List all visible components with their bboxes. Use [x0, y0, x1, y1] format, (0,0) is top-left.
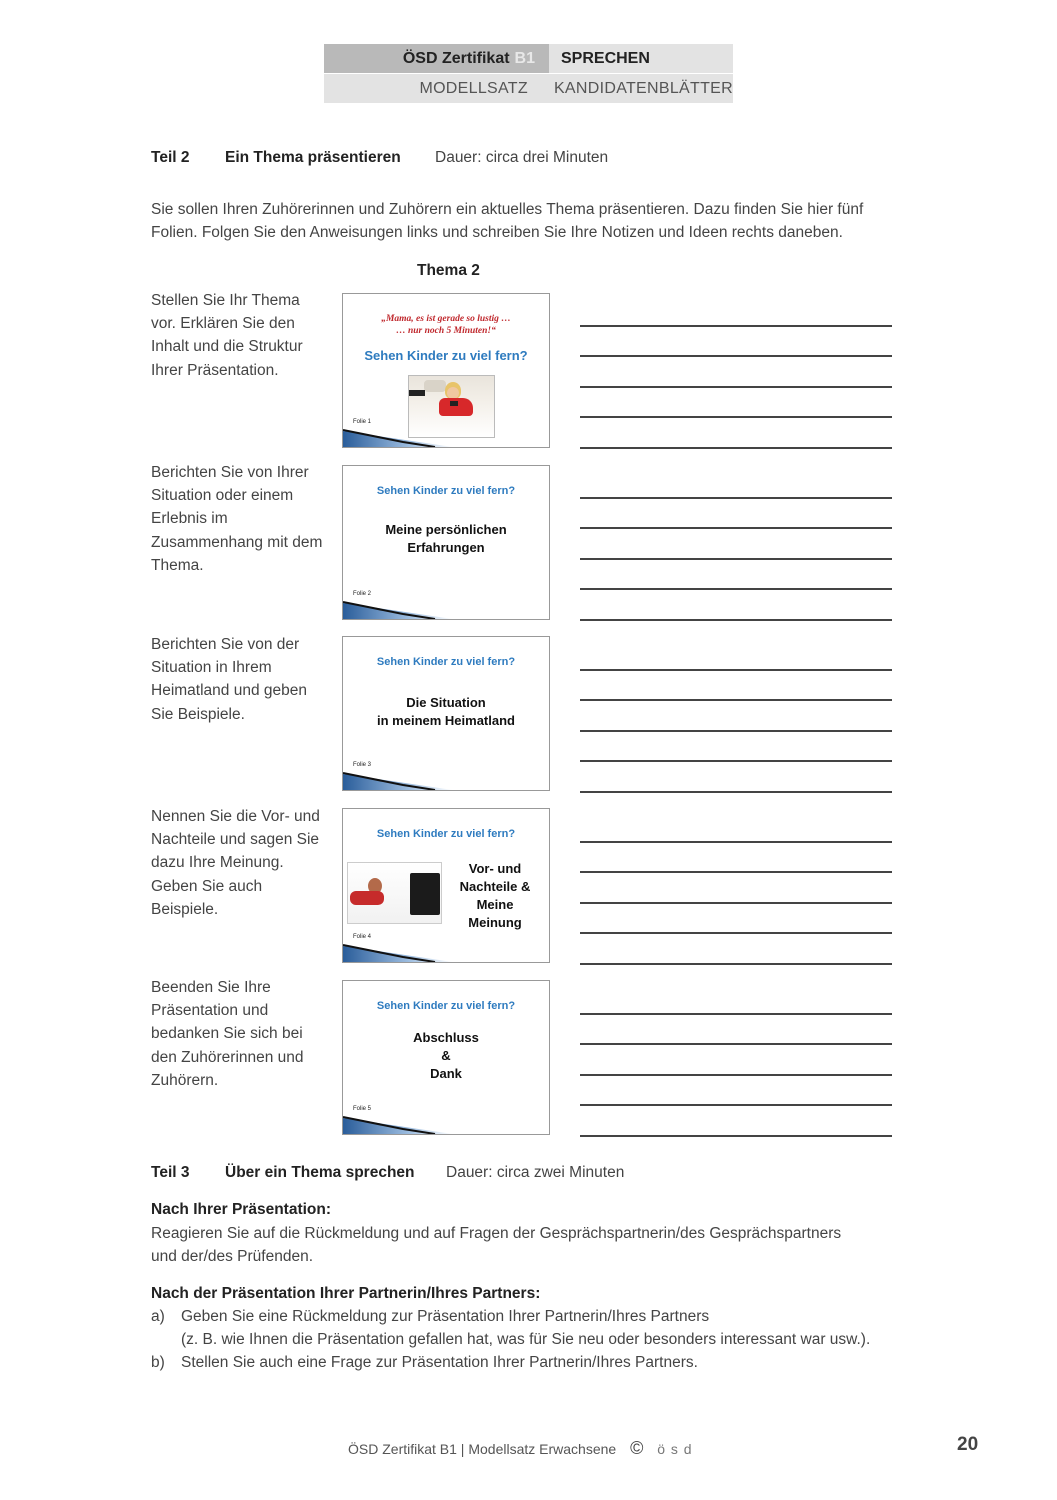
after-partner-heading: Nach der Präsentation Ihrer Partnerin/Ihres Partners:: [151, 1285, 541, 1302]
slide-5-heading: [343, 1029, 549, 1083]
slide-1-folie-label: Folie 1: [353, 419, 372, 425]
item-a-line1: Geben Sie eine Rückmeldung zur Präsentation Ihrer Partnerin/Ihres Partners: [181, 1308, 710, 1325]
child-tv-photo: [347, 862, 442, 924]
heading-line-3: Dank: [430, 1066, 462, 1081]
thema-heading: Thema 2: [417, 262, 480, 279]
slide-4: [342, 808, 550, 963]
heading-line-2: &: [441, 1048, 451, 1063]
heading-line-1: Meine persönlichen: [385, 522, 507, 537]
header-subtitle-left: MODELLSATZ: [324, 74, 542, 103]
teil2-intro-line2: Folien. Folgen Sie den Anweisungen links und schreiben Sie Ihre Notizen und Ideen rechts daneben.: [151, 224, 843, 241]
instruction-4: Nennen Sie die Vor- und Nachteile und sagen Sie dazu Ihre Meinung. Geben Sie auch Beispiele.: [151, 808, 320, 918]
slide-swoosh-decoration: [343, 425, 550, 447]
slide-3-folie-label: Folie 3: [353, 762, 372, 768]
quote-line-2: … nur noch 5 Minuten!“: [396, 326, 496, 336]
heading-line-4: Meinung: [468, 915, 522, 930]
teil2-duration: Dauer: circa drei Minuten: [435, 149, 609, 166]
heading-line-3: Meine: [476, 897, 514, 912]
heading-line-1: Abschluss: [413, 1030, 479, 1045]
instruction-1: Stellen Sie Ihr Thema vor. Erklären Sie den Inhalt und die Struktur Ihrer Präsentation.: [151, 292, 303, 379]
header-section: SPRECHEN: [549, 44, 733, 73]
slide-2: [342, 465, 550, 620]
slide-5-title: Sehen Kinder zu viel fern?: [376, 1000, 516, 1012]
slide-3-heading: [343, 694, 549, 730]
instruction-5: Beenden Sie Ihre Präsentation und bedanken Sie sich bei den Zuhörerinnen und Zuhörern.: [151, 979, 304, 1089]
teil2-intro-line1: Sie sollen Ihren Zuhörerinnen und Zuhörern ein aktuelles Thema präsentieren. Dazu finden Sie hier fünf: [151, 201, 864, 218]
teil3-title: Über ein Thema sprechen: [225, 1164, 415, 1181]
slide-swoosh-decoration: [343, 1112, 550, 1134]
footer-text: ÖSD Zertifikat B1 | Modellsatz Erwachsene: [348, 1441, 617, 1457]
slide-swoosh-decoration: [343, 940, 550, 962]
heading-line-1: Die Situation: [406, 695, 486, 710]
after-own-line2: und der/des Prüfenden.: [151, 1248, 314, 1265]
teil3-label: Teil 3: [151, 1164, 190, 1181]
slide-5-folie-label: Folie 5: [353, 1106, 372, 1112]
slide-2-heading: [343, 521, 549, 557]
header-brand: [324, 44, 549, 73]
slide-1-title: Sehen Kinder zu viel fern?: [364, 348, 528, 363]
heading-line-2: Nachteile &: [459, 879, 531, 894]
slide-1-quote: [343, 313, 549, 337]
instruction-3: Berichten Sie von der Situation in Ihrem Heimatland und geben Sie Beispiele.: [151, 636, 307, 723]
slide-2-title: Sehen Kinder zu viel fern?: [376, 485, 516, 497]
item-a-line2: (z. B. wie Ihnen die Präsentation gefallen hat, was für Sie neu oder besonders interessant war usw.).: [181, 1331, 871, 1348]
footer: [348, 1438, 693, 1459]
heading-line-1: Vor- und: [468, 861, 522, 876]
slide-4-heading: [447, 860, 543, 932]
brand-text: ÖSD Zertifikat: [402, 49, 510, 67]
slide-2-folie-label: Folie 2: [353, 591, 372, 597]
item-b-line1: Stellen Sie auch eine Frage zur Präsentation Ihrer Partnerin/Ihres Partners.: [181, 1354, 698, 1371]
instruction-2: Berichten Sie von Ihrer Situation oder einem Erlebnis im Zusammenhang mit dem Thema.: [151, 464, 323, 574]
slide-3: [342, 636, 550, 791]
heading-line-2: Erfahrungen: [407, 540, 485, 555]
document-header: [324, 44, 733, 102]
teil3-duration: Dauer: circa zwei Minuten: [446, 1164, 625, 1181]
slide-5: [342, 980, 550, 1135]
heading-line-2: in meinem Heimatland: [377, 713, 515, 728]
slide-3-title: Sehen Kinder zu viel fern?: [376, 656, 516, 668]
level-badge: B1: [514, 49, 535, 67]
quote-line-1: „Mama, es ist gerade so lustig …: [381, 314, 511, 324]
slide-swoosh-decoration: [343, 768, 550, 790]
teil2-title: Ein Thema präsentieren: [225, 149, 401, 166]
slide-swoosh-decoration: [343, 597, 550, 619]
slide-4-folie-label: Folie 4: [353, 934, 372, 940]
item-a-marker: a): [151, 1308, 165, 1325]
item-b-marker: b): [151, 1354, 165, 1371]
page-number: 20: [957, 1434, 979, 1455]
teil2-label: Teil 2: [151, 149, 190, 166]
copyright-icon: ©: [630, 1438, 644, 1458]
after-own-heading: Nach Ihrer Präsentation:: [151, 1201, 332, 1218]
osd-logo: ö s d: [657, 1441, 693, 1457]
slide-1: [342, 293, 550, 448]
header-subtitle-right: KANDIDATENBLÄTTER: [542, 74, 733, 103]
after-own-line1: Reagieren Sie auf die Rückmeldung und auf Fragen der Gesprächspartnerin/des Gesprächspartners: [151, 1225, 842, 1242]
slide-4-title: Sehen Kinder zu viel fern?: [376, 828, 516, 840]
